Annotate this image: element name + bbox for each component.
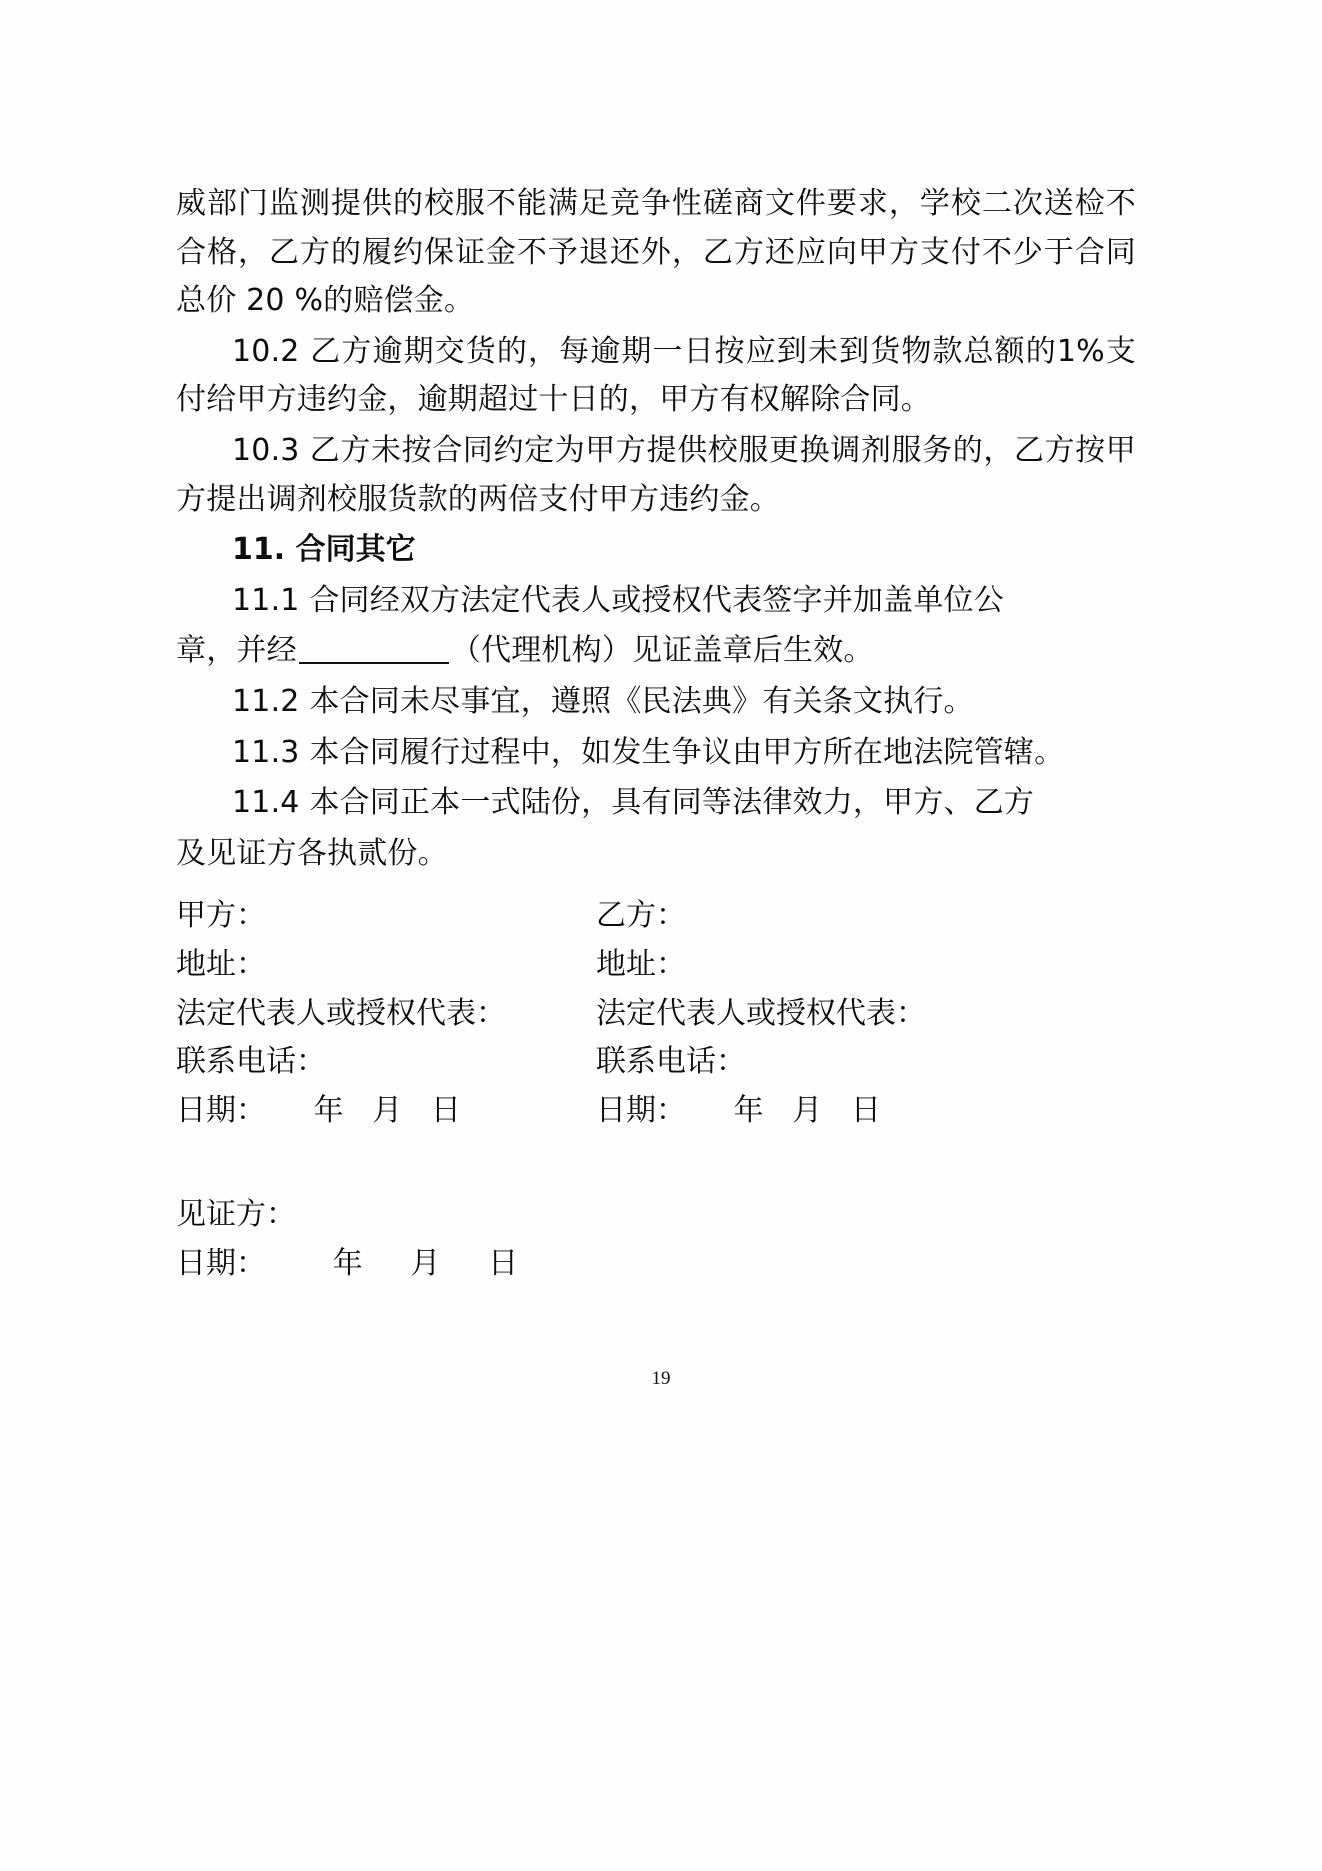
- clause-11-4-line2: 及见证方各执贰份。: [176, 835, 448, 871]
- witness-date-label: 日期： 年 月 日: [176, 1245, 519, 1281]
- clause-11-1-line1: 11.1 合同经双方法定代表人或授权代表签字并加盖单位公: [232, 582, 1004, 618]
- document-body: [176, 180, 1136, 1288]
- paragraph-10-2: 10.2 乙方逾期交货的，每逾期一日按应到未到货物款总额的1%支付给甲方违约金，逾期超过十日的，甲方有权解除合同。: [176, 333, 1136, 418]
- party-a-phone-label: 联系电话：: [176, 1044, 326, 1080]
- clause-11-1-suffix: （代理机构）见证盖章后生效。: [450, 633, 874, 669]
- clause-11-3: 11.3 本合同履行过程中，如发生争议由甲方所在地法院管辖。: [232, 734, 1065, 770]
- witness-label: 见证方：: [176, 1197, 296, 1233]
- party-b-phone-label: 联系电话：: [596, 1044, 746, 1080]
- signature-row-phone: [176, 1038, 1136, 1087]
- clause-11-4-line1: 11.4 本合同正本一式陆份，具有同等法律效力，甲方、乙方: [232, 785, 1035, 821]
- signature-row-date: [176, 1087, 1136, 1136]
- party-b-representative-label: 法定代表人或授权代表：: [596, 995, 926, 1031]
- party-b-label: 乙方：: [596, 898, 686, 934]
- party-b-date-label: 日期： 年 月 日: [596, 1092, 881, 1128]
- signature-block: [176, 892, 1136, 1288]
- signature-row-representative: [176, 990, 1136, 1039]
- party-a-address-label: 地址：: [176, 946, 266, 982]
- party-a-representative-label: 法定代表人或授权代表：: [176, 995, 506, 1031]
- witness-block: [176, 1191, 1136, 1288]
- party-a-date-label: 日期： 年 月 日: [176, 1092, 461, 1128]
- signature-row-party: [176, 892, 1136, 941]
- clause-11-1-line2: [176, 627, 1136, 676]
- page-number: 19: [651, 1368, 671, 1389]
- paragraph-10-3: 10.3 乙方未按合同约定为甲方提供校服更换调剂服务的，乙方按甲方提出调剂校服货款的两倍支付甲方违约金。: [176, 432, 1136, 517]
- clause-11-1-prefix: 章，并经: [176, 633, 297, 669]
- party-b-address-label: 地址：: [596, 946, 686, 982]
- section-heading-11: 11. 合同其它: [232, 532, 416, 568]
- paragraph-10-1-continuation: 威部门监测提供的校服不能满足竞争性磋商文件要求，学校二次送检不合格，乙方的履约保证金不予退还外，乙方还应向甲方支付不少于合同总价 20 %的赔偿金。: [176, 186, 1136, 319]
- signature-row-address: [176, 941, 1136, 990]
- clause-11-2: 11.2 本合同未尽事宜，遵照《民法典》有关条文执行。: [232, 683, 974, 719]
- fill-in-blank-agency[interactable]: [299, 662, 449, 664]
- party-a-label: 甲方：: [176, 898, 266, 934]
